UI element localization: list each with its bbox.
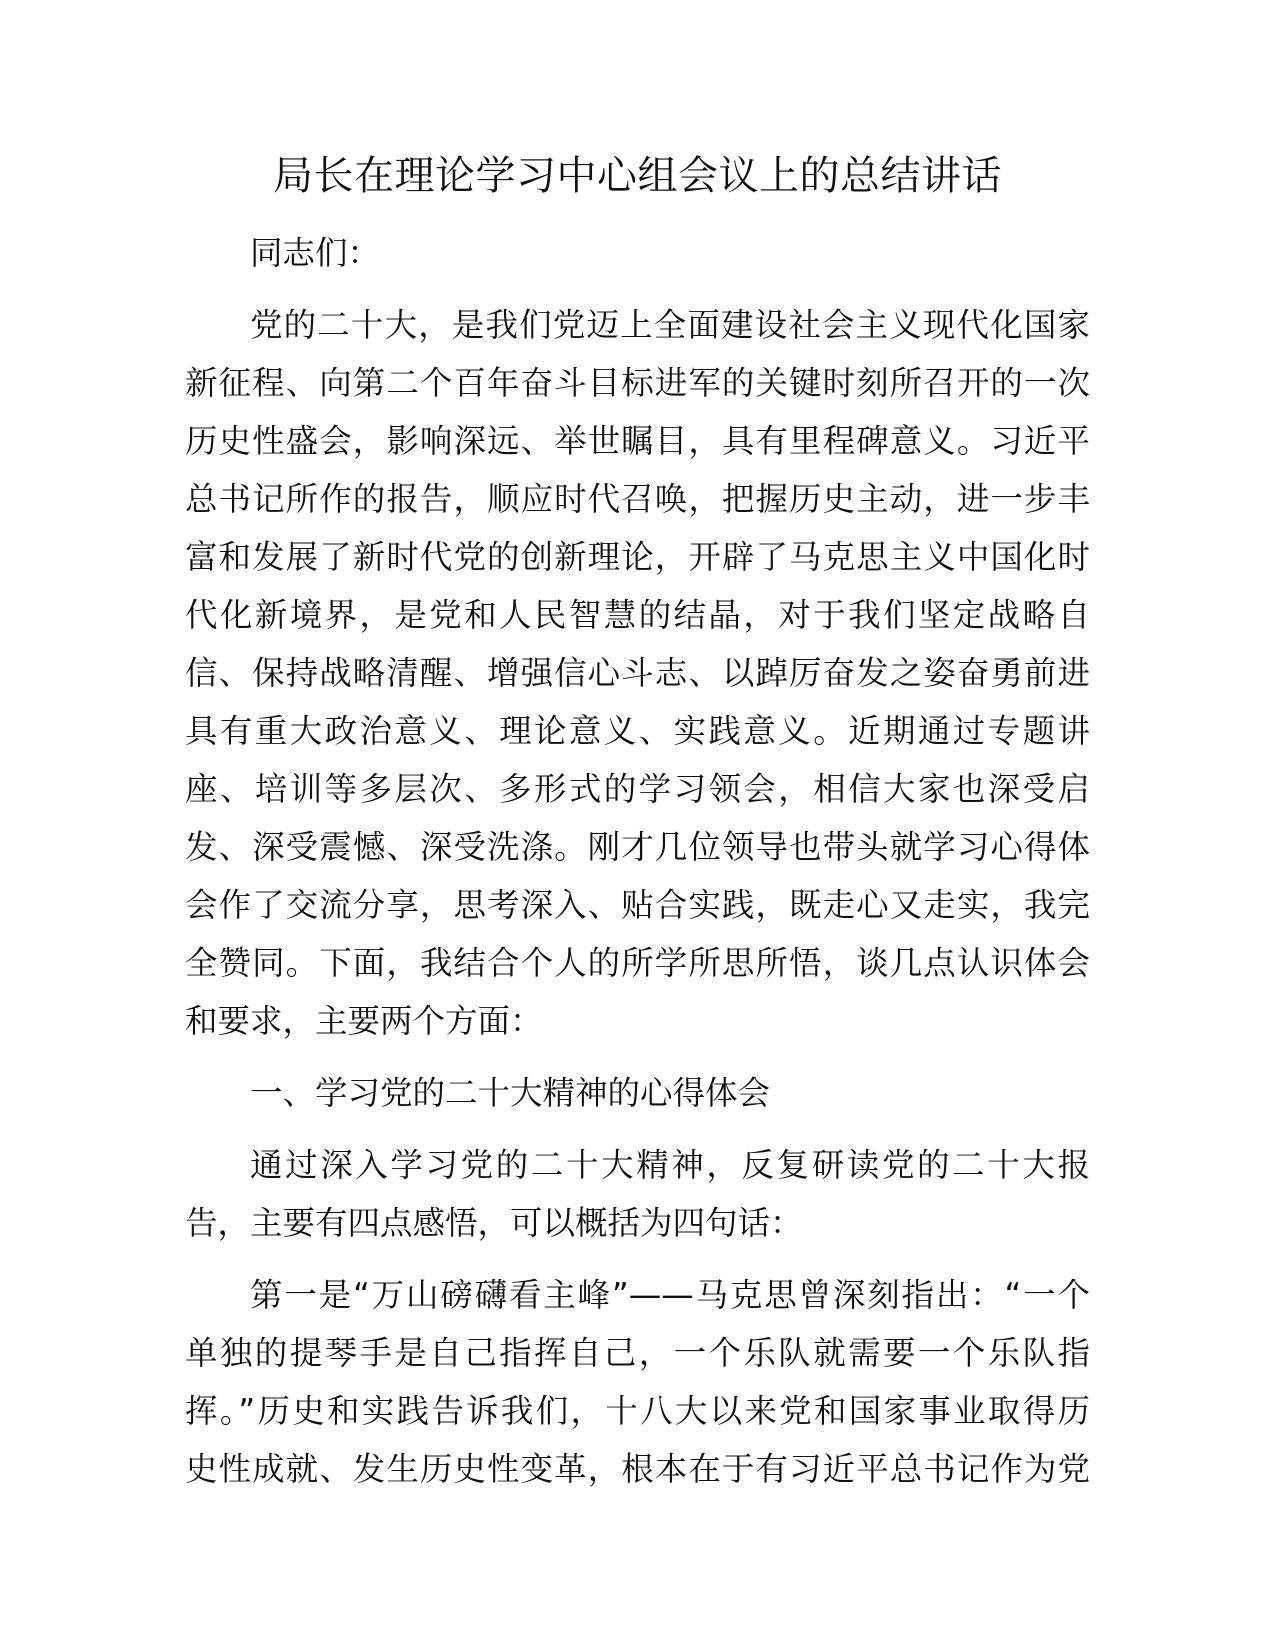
text-line: 单独的提琴手是自己指挥自己，一个乐队就需要一个乐队指 — [185, 1334, 1090, 1372]
paragraph-first-point — [185, 1266, 1090, 1498]
text-line: 信、保持战略清醒、增强信心斗志、以踔厉奋发之姿奋勇前进 — [185, 654, 1090, 692]
paragraph-study — [185, 1136, 1090, 1252]
section-heading-paragraph — [185, 1064, 1090, 1122]
text-line: 发、深受震憾、深受洗涤。刚才几位领导也带头就学习心得体 — [185, 828, 1090, 866]
text-line: 座、培训等多层次、多形式的学习领会，相信大家也深受启 — [185, 770, 1090, 808]
document-body — [185, 224, 1090, 1512]
text-line: 会作了交流分享，思考深入、贴合实践，既走心又走实，我完 — [185, 886, 1090, 924]
text-line: 告，主要有四点感悟，可以概括为四句话： — [185, 1204, 803, 1242]
text-line: 代化新境界，是党和人民智慧的结晶，对于我们坚定战略自 — [185, 596, 1090, 634]
text-line: 总书记所作的报告，顺应时代召唤，把握历史主动，进一步丰 — [185, 480, 1090, 518]
text-line: 具有重大政治意义、理论意义、实践意义。近期通过专题讲 — [185, 712, 1090, 750]
text-line: 和要求，主要两个方面： — [185, 1002, 543, 1040]
text-line: 历史性盛会，影响深远、举世瞩目，具有里程碑意义。习近平 — [185, 422, 1090, 460]
document-title: 局长在理论学习中心组会议上的总结讲话 — [273, 153, 1002, 199]
paragraph-intro — [185, 296, 1090, 1050]
text-line: 富和发展了新时代党的创新理论，开辟了马克思主义中国化时 — [185, 538, 1090, 576]
text-line: 党的二十大，是我们党迈上全面建设社会主义现代化国家 — [250, 306, 1090, 344]
greeting-line: 同志们： — [250, 234, 381, 272]
greeting-paragraph — [185, 224, 1090, 282]
text-line: 全赞同。下面，我结合个人的所学所思所悟，谈几点认识体会 — [185, 944, 1090, 982]
text-line: 通过深入学习党的二十大精神，反复研读党的二十大报 — [250, 1146, 1090, 1184]
text-line: 第一是“万山磅礴看主峰”——马克思曾深刻指出：“一个 — [250, 1276, 1090, 1314]
text-line: 史性成就、发生历史性变革，根本在于有习近平总书记作为党 — [185, 1450, 1090, 1488]
text-line: 挥。”历史和实践告诉我们，十八大以来党和国家事业取得历 — [185, 1392, 1090, 1430]
section-heading: 一、学习党的二十大精神的心得体会 — [250, 1074, 771, 1112]
text-line: 新征程、向第二个百年奋斗目标进军的关键时刻所召开的一次 — [185, 364, 1090, 402]
